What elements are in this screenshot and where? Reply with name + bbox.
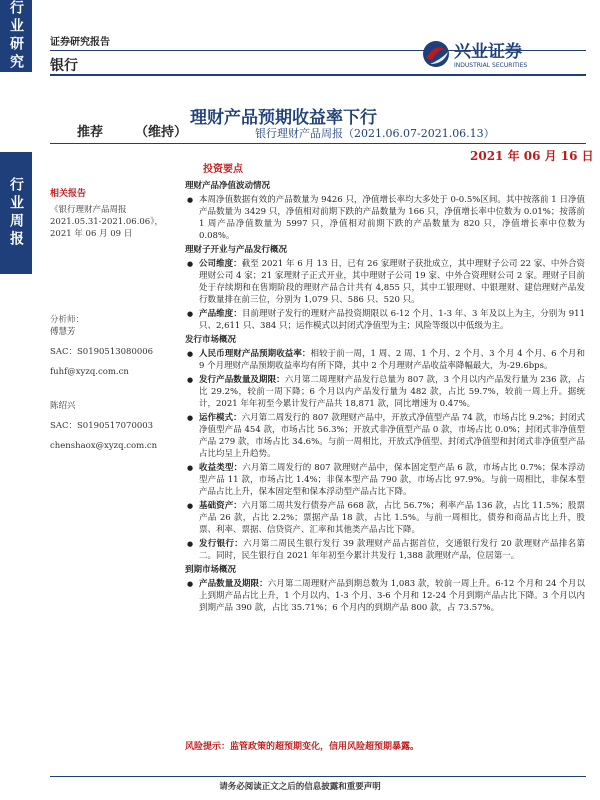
rating-label: 推荐 — [77, 125, 104, 140]
sidebar-tab-research: 行业研究 — [0, 0, 32, 72]
analyst-name: 傅慧芳 — [50, 327, 76, 337]
industry-label: 银行 — [50, 58, 78, 74]
section-title: 到期市场概况 — [185, 565, 237, 575]
company-logo — [422, 38, 587, 70]
section-title: 理财产品净值波动情况 — [185, 181, 271, 191]
title-divider — [50, 143, 586, 144]
analyst-2 — [50, 400, 178, 452]
industry-divider — [50, 74, 586, 76]
report-title: 理财产品预期收益率下行 — [190, 108, 377, 128]
logo-cn-text: 兴业证券 — [454, 42, 522, 62]
analyst-name: 陈绍兴 — [50, 401, 76, 411]
footer-disclaimer: 请务必阅读正文之后的信息披露和重要声明 — [219, 782, 381, 792]
report-type-label: 证券研究报告 — [50, 37, 110, 48]
key-points-title: 投资要点 — [203, 164, 243, 175]
analyst-sac: SAC：S0190513080006 — [50, 347, 154, 357]
report-subtitle: 银行理财产品周报（2021.06.07-2021.06.13） — [255, 127, 495, 140]
left-column — [50, 188, 178, 466]
related-reports-title: 相关报告 — [50, 189, 87, 199]
bullet-item: ● 运作模式：六月第二周发行的 807 款理财产品中，开放式净值型产品 74 款，市场占比 9.2%；封闭式净值型产品 454 款，市场占比 56.3%；开放式非净值型产品 0 款，市场占比 0.0%；封闭式非净值型产品 279 款，市场占比 34.6%。与前一周相比，开放式净值型、封闭式净值型和封闭式非净值型产品占比均呈上升趋势。 — [185, 412, 585, 460]
report-date: 2021 年 06 月 16 日 — [470, 149, 594, 163]
analyst-email[interactable]: chenshaox@xyzq.com.cn — [50, 441, 158, 451]
risk-warning: 风险提示：监管政策的超预期变化，信用风险超预期暴露。 — [185, 742, 420, 752]
bullet-item: ● 人民币理财产品预期收益率：相较于前一周，1 周、2 周、1 个月、2 个月、3 个月 4 个月、6 个月和 9 个月理财产品预期收益率均有所下降，其中 2 个月理财产品收益率降幅最大，为-29.6bps。 — [185, 348, 585, 372]
analyst-label: 分析师： — [50, 315, 85, 325]
sidebar-tab-weekly: 行业周报 — [0, 152, 32, 274]
section-title: 理财子开业与产品发行概况 — [185, 245, 288, 255]
analyst-sac: SAC：S0190517070003 — [50, 421, 154, 431]
logo-mark-icon — [422, 38, 587, 70]
bullet-item: ● 发行银行：六月第二周民生银行发行 39 款理财产品占据首位，交通银行发行 20 款理财产品排名第二。同时，民生银行自 2021 年年初至今累计共发行 1,388 款理财产品，位居第一。 — [185, 538, 585, 562]
analyst-1 — [50, 314, 178, 378]
bullet-item: ● 产品数量及期限：六月第二周理财产品到期总数为 1,083 款，较前一周上升。6-12 个月和 24 个月以上到期产品占比上升，1 个月以内、1-3 个月、3-6 个月和 12-24 个月到期产品占比下降。3 个月以内到期产品 390 款，占比 35.71%；6 个月内的到期产品 800 款，占 73.57%。 — [185, 578, 585, 614]
bullet-item: ● 产品维度：目前理财子发行的理财产品投资期限以 6-12 个月、1-3 年、3 年及以上为主，分别为 911 只、2,611 只、384 只；运作模式以封闭式净值型为主；风险等级以中低级为主。 — [185, 308, 585, 332]
bullet-item: ● 本周净值数据有效的产品数量为 9426 只，净值增长率均大多处于 0-0.5%区间。其中按落前 1 日净值产品数量为 3429 只，净值相对前期下跌的产品数量为 166 只，净值增长率中位数为 0.01%；按落前 1 周产品净值数量为 5997 只，净值相对前期下跌的产品数量为 820 只，净值增长率中位数为 0.08%。 — [185, 194, 585, 242]
bullet-item: ● 公司维度：截至 2021 年 6 月 13 日，已有 26 家理财子获批成立，其中理财子公司 22 家、中外合资理财公司 4 家；21 家理财子正式开业，其中理财子公司 19 家、中外合资理财公司 2 家。理财子目前处于存续期和在售期阶段的理财产品合计共有 4,855 只，其中工银理财、中银理财、建信理财产品发行数量排在前三位，分别为 1,079 只、586 只、520 只。 — [185, 258, 585, 306]
bullet-item: ● 基础资产：六月第二周共发行债券产品 668 款，占比 56.7%；利率产品 136 款，占比 11.5%；股票产品 26 款，占比 2.2%；票据产品 18 款，占比 1.5%。与前一周相比，债券和商品占比上升，股票、利率、票据、信贷资产、汇率和其他类产品占比下降。 — [185, 500, 585, 536]
main-content — [185, 164, 585, 616]
section-title: 发行市场概况 — [185, 335, 237, 345]
logo-en-text: INDUSTRIAL SECURITIES — [454, 62, 528, 69]
related-reports — [50, 188, 178, 240]
bullet-item: ● 收益类型：六月第二周发行的 807 款理财产品中，保本固定型产品 6 款，市场占比 0.7%；保本浮动型产品 11 款，市场占比 1.4%；非保本型产品 790 款，市场占比 97.9%。与前一周相比，非保本型产品占比上升，保本固定型和保本浮动型产品占比下降。 — [185, 462, 585, 498]
bullet-item: ● 发行产品数量及期限：六月第二周理财产品发行总量为 807 款，3 个月以内产品发行量为 236 款，占比 29.2%，较前一周下降；6 个月以内产品发行量为 482 款，占比 59.7%，较前一周上升。据统计，2021 年年初至今累计发行产品共 18,871 款，同比增速为 0.47%。 — [185, 374, 585, 410]
footer-divider — [50, 776, 586, 777]
left-sidebar — [0, 0, 40, 800]
rating-value: （维持） — [135, 125, 188, 140]
related-report-link[interactable]: 《银行理财产品周报 2021.05.31-2021.06.06》，2021 年 06 月 09 日 — [50, 205, 163, 239]
analyst-email[interactable]: fuhf@xyzq.com.cn — [50, 367, 129, 377]
